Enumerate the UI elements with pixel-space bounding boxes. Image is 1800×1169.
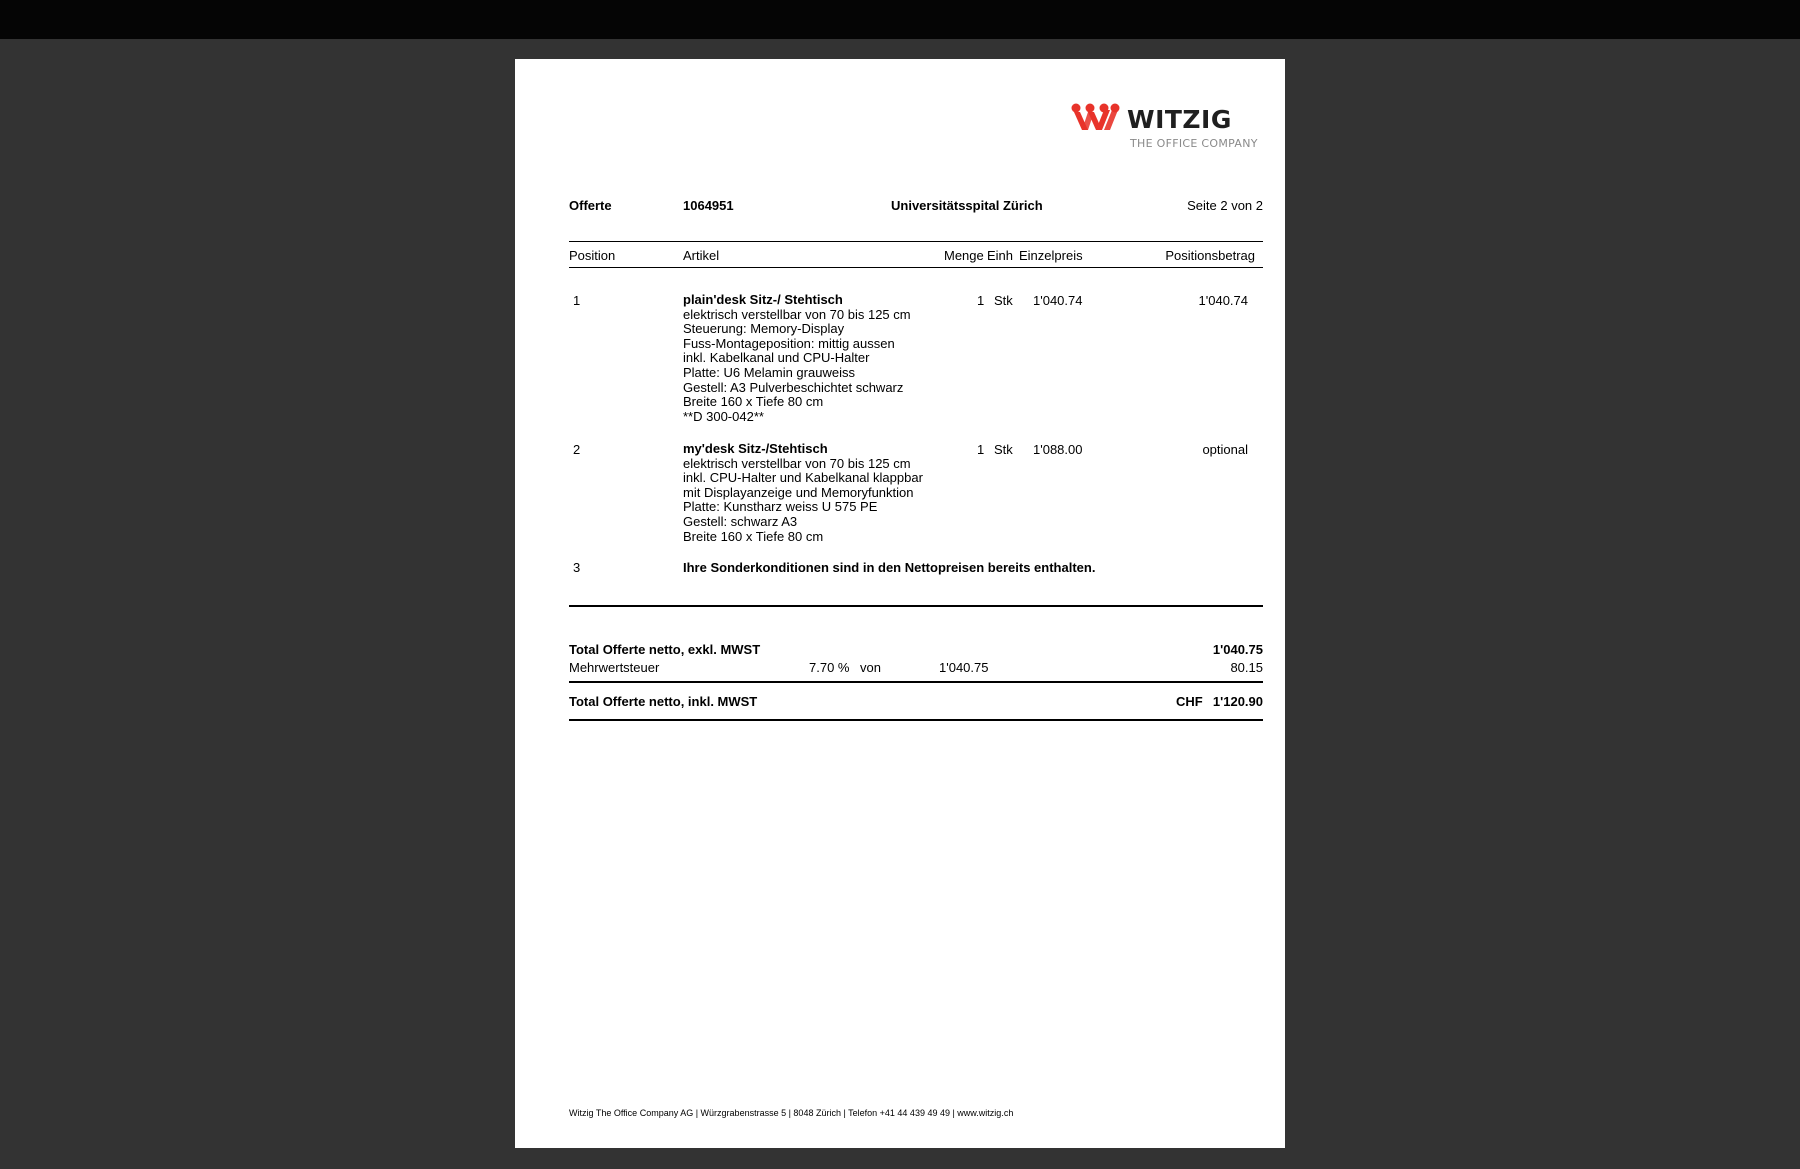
item-title: plain'desk Sitz-/ Stehtisch bbox=[683, 292, 843, 307]
doc-number: 1064951 bbox=[683, 198, 734, 213]
item-line: elektrisch verstellbar von 70 bis 125 cm bbox=[683, 306, 911, 322]
item-title: Ihre Sonderkonditionen sind in den Nettopreisen bereits enthalten. bbox=[683, 560, 1096, 575]
item-position: 3 bbox=[573, 560, 581, 575]
item-amount: 1'040.74 bbox=[1198, 293, 1248, 308]
item-unit: Stk bbox=[994, 293, 1013, 308]
viewer-top-bar bbox=[0, 0, 1800, 39]
item-description bbox=[683, 293, 911, 424]
item-line: Platte: U6 Melamin grauweiss bbox=[683, 364, 855, 380]
item-unit: Stk bbox=[994, 442, 1013, 457]
totals-end-rule bbox=[569, 719, 1263, 721]
vat-of: von bbox=[860, 660, 881, 675]
net-excl-label: Total Offerte netto, exkl. MWST bbox=[569, 642, 761, 657]
col-amount: Positionsbetrag bbox=[1165, 248, 1255, 263]
item-unit-price: 1'040.74 bbox=[1033, 293, 1083, 308]
col-quantity: Menge bbox=[944, 248, 984, 263]
logo-tagline: THE OFFICE COMPANY bbox=[1130, 137, 1258, 150]
page-footer: Witzig The Office Company AG | Würzgrabenstrasse 5 | 8048 Zürich | Telefon +41 44 439 49 49 | www.witzig.ch bbox=[569, 1108, 1014, 1118]
currency: CHF bbox=[1176, 694, 1203, 709]
item-line: Breite 160 x Tiefe 80 cm bbox=[683, 394, 824, 410]
items-end-rule bbox=[569, 605, 1263, 607]
item-title: my'desk Sitz-/Stehtisch bbox=[683, 441, 828, 456]
column-header-top-rule bbox=[569, 241, 1263, 242]
totals-mid-rule bbox=[569, 681, 1263, 683]
column-header-bottom-rule bbox=[569, 267, 1263, 268]
logo-wordmark: WITZIG bbox=[1127, 105, 1232, 134]
item-line: Fuss-Montageposition: mittig aussen bbox=[683, 335, 895, 351]
item-description bbox=[683, 442, 923, 544]
page-info: Seite 2 von 2 bbox=[1187, 198, 1263, 213]
col-unit-price: Einzelpreis bbox=[1019, 248, 1083, 263]
col-article: Artikel bbox=[683, 248, 720, 263]
item-line: inkl. Kabelkanal und CPU-Halter bbox=[683, 350, 870, 366]
vat-value: 80.15 bbox=[1230, 660, 1263, 675]
col-unit: Einh bbox=[987, 248, 1014, 263]
item-line: inkl. CPU-Halter und Kabelkanal klappbar bbox=[683, 470, 923, 486]
customer-name: Universitätsspital Zürich bbox=[891, 198, 1043, 213]
vat-rate: 7.70 % bbox=[809, 660, 850, 675]
document-page bbox=[515, 59, 1285, 1148]
item-line: Breite 160 x Tiefe 80 cm bbox=[683, 528, 824, 544]
vat-label: Mehrwertsteuer bbox=[569, 660, 660, 675]
item-quantity: 1 bbox=[977, 442, 985, 457]
item-line: elektrisch verstellbar von 70 bis 125 cm bbox=[683, 455, 911, 471]
item-position: 2 bbox=[573, 442, 581, 457]
item-line: Gestell: schwarz A3 bbox=[683, 513, 798, 529]
net-incl-label: Total Offerte netto, inkl. MWST bbox=[569, 694, 758, 709]
item-position: 1 bbox=[573, 293, 581, 308]
net-excl-value: 1'040.75 bbox=[1212, 642, 1263, 657]
vat-base: 1'040.75 bbox=[939, 660, 989, 675]
item-line: Platte: Kunstharz weiss U 575 PE bbox=[683, 499, 878, 515]
item-line: Steuerung: Memory-Display bbox=[683, 321, 845, 337]
col-position: Position bbox=[569, 248, 616, 263]
item-line: mit Displayanzeige und Memoryfunktion bbox=[683, 484, 914, 500]
item-quantity: 1 bbox=[977, 293, 985, 308]
item-amount: optional bbox=[1202, 442, 1248, 457]
item-line: **D 300-042** bbox=[683, 408, 764, 424]
doc-type: Offerte bbox=[569, 198, 612, 213]
net-incl-value: 1'120.90 bbox=[1212, 694, 1263, 709]
witzig-logo-icon bbox=[1071, 103, 1121, 133]
item-unit-price: 1'088.00 bbox=[1033, 442, 1083, 457]
item-line: Gestell: A3 Pulverbeschichtet schwarz bbox=[683, 379, 904, 395]
